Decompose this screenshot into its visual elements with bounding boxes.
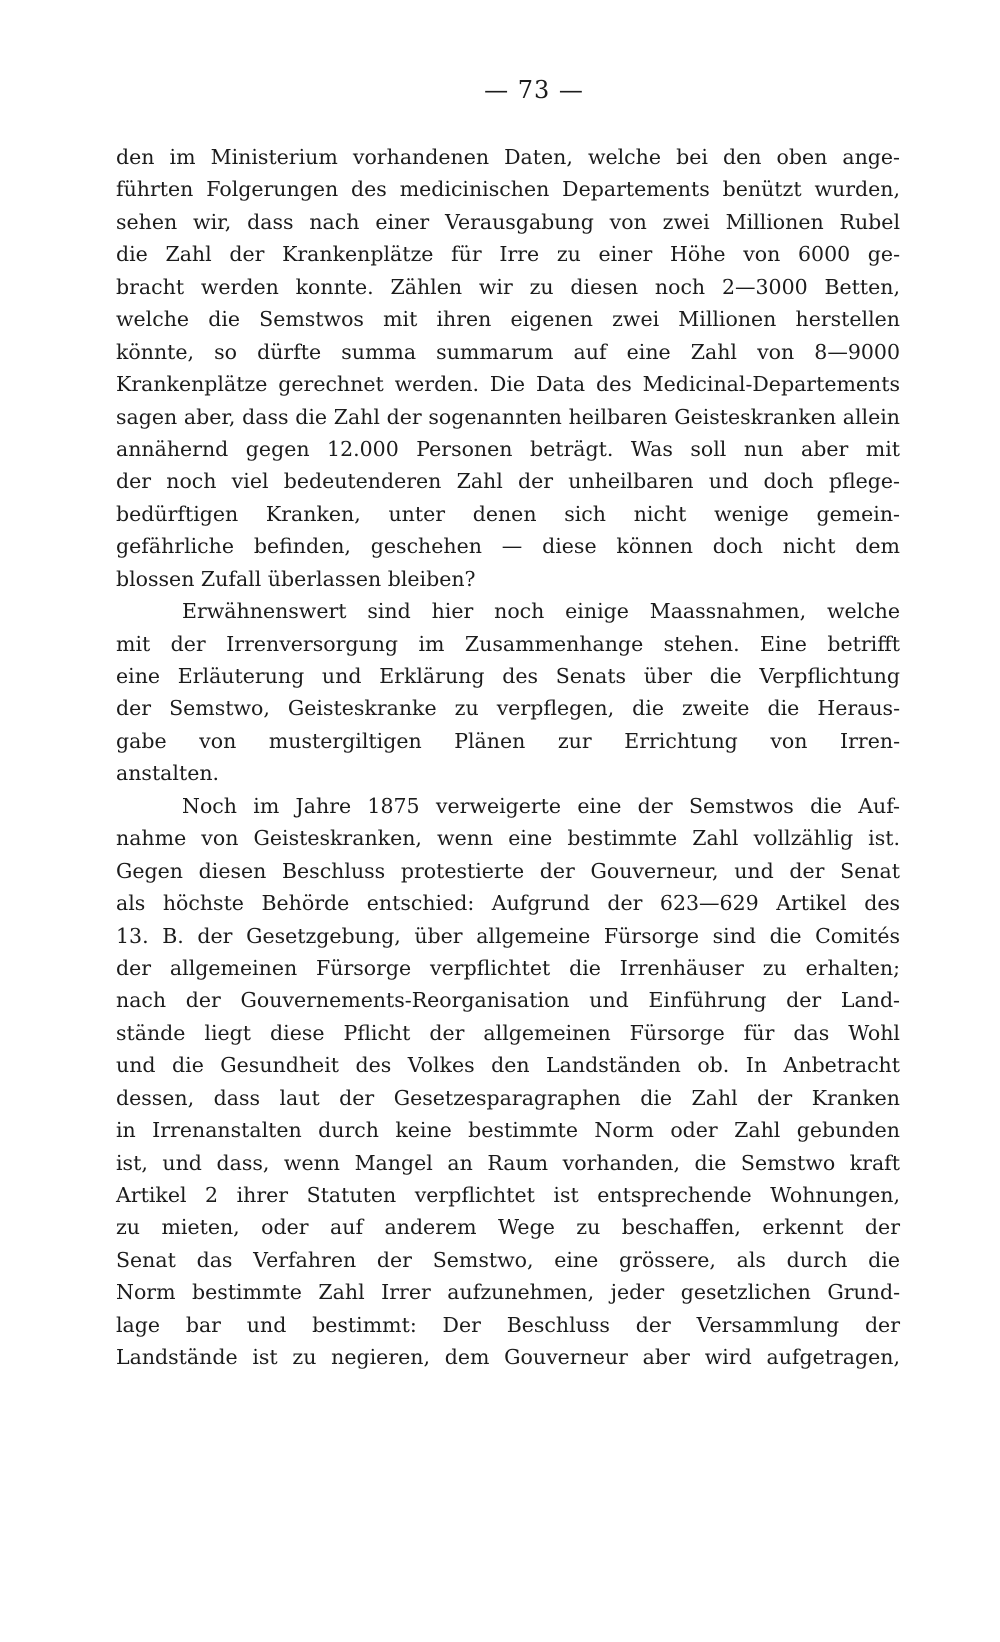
text-line: Artikel 2 ihrer Statuten verpflichtet ist entsprechende Wohnungen,	[116, 1183, 900, 1207]
text-line: den im Ministerium vorhandenen Daten, welche bei den oben ange-	[116, 145, 900, 169]
text-line: stände liegt diese Pflicht der allgemeinen Fürsorge für das Wohl	[116, 1020, 900, 1045]
text-line: gabe von mustergiltigen Plänen zur Errichtung von Irren-	[116, 728, 900, 753]
text-line: die Zahl der Krankenplätze für Irre zu einer Höhe von 6000 ge-	[116, 242, 900, 267]
text-line: ist, und dass, wenn Mangel an Raum vorhanden, die Semstwo kraft	[116, 1150, 900, 1175]
text-line: bracht werden konnte. Zählen wir zu diesen noch 2—3000 Betten,	[116, 274, 900, 299]
text-line: in Irrenanstalten durch keine bestimmte Norm oder Zahl gebunden	[116, 1118, 900, 1143]
text-line: Krankenplätze gerechnet werden. Die Data des Medicinal-Departements	[116, 372, 900, 397]
text-line: eine Erläuterung und Erklärung des Senats über die Verpflichtung	[116, 664, 900, 688]
body-text	[116, 141, 900, 1374]
text-line: bedürftigen Kranken, unter denen sich nicht wenige gemein-	[116, 501, 900, 526]
text-line: Senat das Verfahren der Semstwo, eine grössere, als durch die	[116, 1247, 900, 1272]
text-line: blossen Zufall überlassen bleiben?	[116, 566, 476, 591]
text-line: Landstände ist zu negieren, dem Gouverneur aber wird aufgetragen,	[116, 1345, 900, 1370]
text-line: nach der Gouvernements-Reorganisation und Einführung der Land-	[116, 988, 900, 1013]
text-line: Noch im Jahre 1875 verweigerte eine der Semstwos die Auf-	[182, 793, 900, 818]
text-line: der noch viel bedeutenderen Zahl der unheilbaren und doch pflege-	[116, 469, 900, 494]
text-line: dessen, dass laut der Gesetzesparagraphen die Zahl der Kranken	[116, 1085, 900, 1110]
text-line: sehen wir, dass nach einer Verausgabung von zwei Millionen Rubel	[116, 209, 900, 234]
text-line: führten Folgerungen des medicinischen Departements benützt wurden,	[116, 177, 900, 202]
text-line: könnte, so dürfte summa summarum auf eine Zahl von 8—9000	[116, 339, 900, 364]
text-line: Erwähnenswert sind hier noch einige Maassnahmen, welche	[182, 599, 900, 624]
text-line: und die Gesundheit des Volkes den Landständen ob. In Anbetracht	[116, 1053, 900, 1078]
text-line: der allgemeinen Fürsorge verpflichtet die Irrenhäuser zu erhalten;	[116, 955, 900, 980]
text-line: gefährliche befinden, geschehen — diese können doch nicht dem	[116, 534, 900, 559]
text-line: lage bar und bestimmt: Der Beschluss der Versammlung der	[116, 1312, 900, 1337]
text-line: Norm bestimmte Zahl Irrer aufzunehmen, jeder gesetzlichen Grund-	[116, 1280, 900, 1305]
text-line: annähernd gegen 12.000 Personen beträgt. Was soll nun aber mit	[116, 436, 900, 461]
text-line: anstalten.	[116, 761, 220, 786]
text-line: der Semstwo, Geisteskranke zu verpflegen, die zweite die Heraus-	[116, 696, 900, 721]
text-line: mit der Irrenversorgung im Zusammenhange stehen. Eine betrifft	[116, 631, 900, 656]
text-line: sagen aber, dass die Zahl der sogenannten heilbaren Geisteskranken allein	[116, 404, 900, 429]
text-line: welche die Semstwos mit ihren eigenen zwei Millionen herstellen	[116, 307, 900, 332]
text-line: als höchste Behörde entschied: Aufgrund der 623—629 Artikel des	[116, 891, 900, 916]
text-line: Gegen diesen Beschluss protestierte der Gouverneur, und der Senat	[116, 858, 900, 883]
page-number: — 73 —	[484, 76, 584, 104]
text-line: zu mieten, oder auf anderem Wege zu beschaffen, erkennt der	[116, 1215, 900, 1240]
text-line: nahme von Geisteskranken, wenn eine bestimmte Zahl vollzählig ist.	[116, 826, 900, 851]
text-line: 13. B. der Gesetzgebung, über allgemeine Fürsorge sind die Comités	[116, 923, 900, 948]
